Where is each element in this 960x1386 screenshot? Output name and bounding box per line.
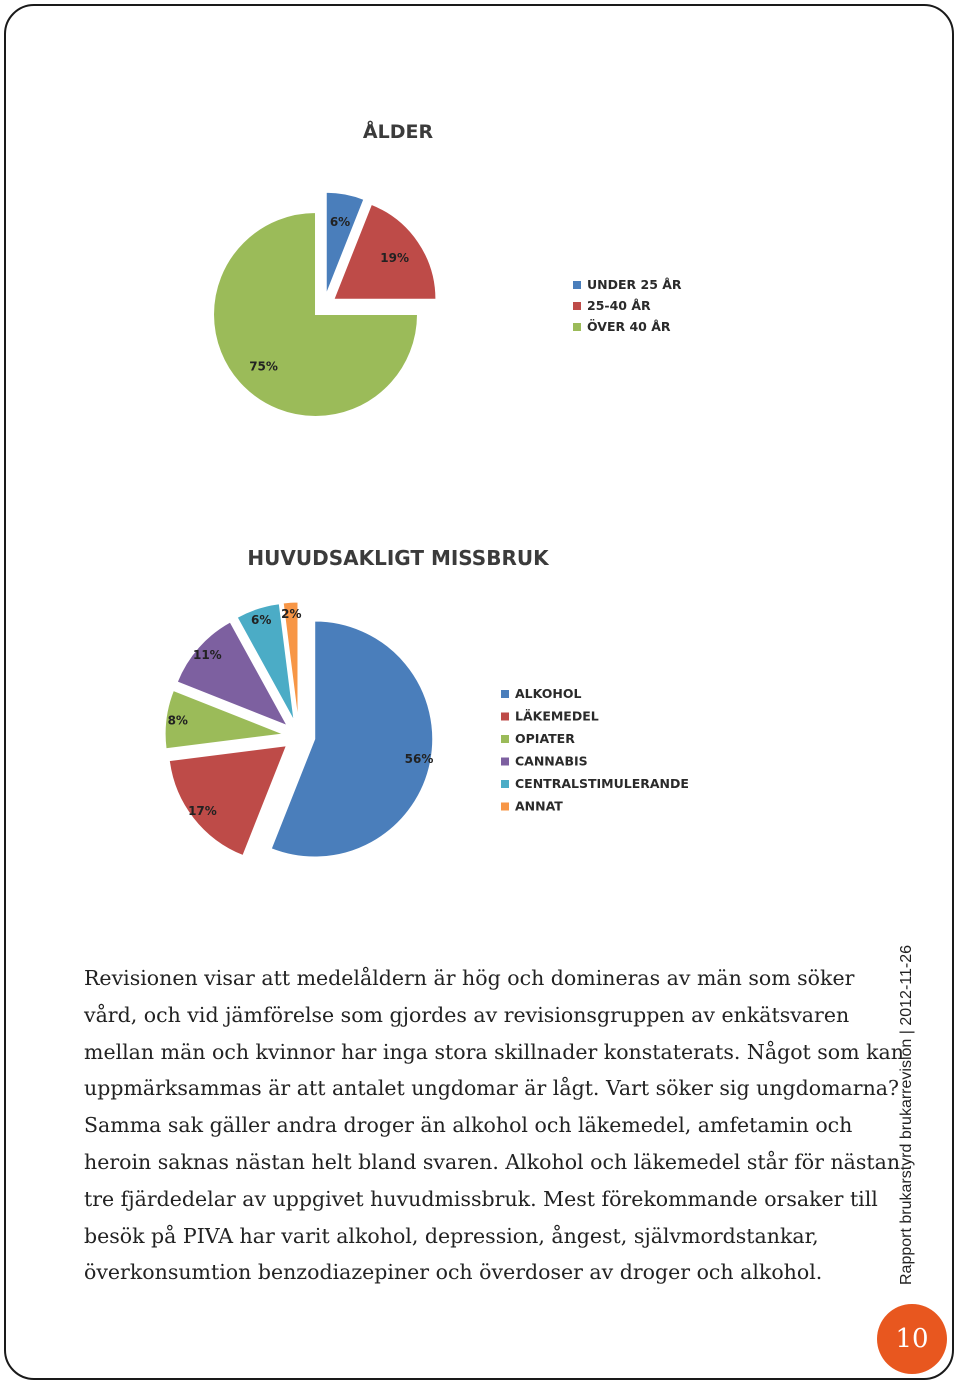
data-label-opiater: 8% xyxy=(167,713,188,728)
chart-legend xyxy=(573,277,682,334)
body-paragraph xyxy=(84,960,904,1291)
legend-swatch-annat xyxy=(501,803,509,811)
pie-slices xyxy=(165,602,433,857)
abuse-pie-chart xyxy=(0,535,960,865)
data-label-cannabis: 11% xyxy=(192,648,222,663)
legend-swatch-25-40-ar xyxy=(573,302,581,310)
legend-label-alkohol: ALKOHOL xyxy=(515,686,582,701)
legend-label-centralstimulerande: CENTRALSTIMULERANDE xyxy=(515,776,689,791)
data-label-centralstimulerande: 6% xyxy=(251,612,272,627)
chart-title: HUVUDSAKLIGT MISSBRUK xyxy=(247,546,549,570)
pie-slice-lakemedel xyxy=(169,746,286,856)
data-label-alkohol: 56% xyxy=(404,751,434,766)
page-number-badge: 10 xyxy=(877,1304,947,1374)
legend-swatch-under-25-ar xyxy=(573,281,581,289)
paragraph-line: heroin saknas nästan helt bland svaren. Alkohol och läkemedel står för nästan xyxy=(84,1149,901,1174)
chart-legend xyxy=(501,686,689,814)
paragraph-line: Samma sak gäller andra droger än alkohol och läkemedel, amfetamin och xyxy=(84,1113,853,1138)
data-label-lakemedel: 17% xyxy=(188,803,217,818)
running-footer: Rapport brukarstyrd brukarrevision | 2012-11-26 xyxy=(898,944,915,1285)
legend-swatch-over-40-ar xyxy=(573,323,581,331)
legend-label-under-25-ar: UNDER 25 ÅR xyxy=(587,277,682,292)
paragraph-line: vård, och vid jämförelse som gjordes av revisionsgruppen av enkätsvaren xyxy=(84,1002,850,1027)
age-pie-chart xyxy=(0,100,960,430)
paragraph-line: Revisionen visar att medelåldern är hög och domineras av män som söker xyxy=(84,966,855,990)
legend-label-over-40-ar: ÖVER 40 ÅR xyxy=(587,319,671,334)
legend-label-annat: ANNAT xyxy=(515,798,563,814)
pie-slices xyxy=(214,192,436,416)
paragraph-line: uppmärksammas är att antalet ungdomar är lågt. Vart söker sig ungdomarna? xyxy=(84,1076,899,1101)
legend-label-lakemedel: LÄKEMEDEL xyxy=(515,708,599,724)
paragraph-line: mellan män och kvinnor har inga stora skillnader konstaterats. Något som kan xyxy=(84,1039,904,1064)
legend-swatch-alkohol xyxy=(501,690,509,698)
chart-title: ÅLDER xyxy=(362,121,434,143)
legend-swatch-lakemedel xyxy=(501,713,509,721)
legend-label-cannabis: CANNABIS xyxy=(515,753,588,769)
legend-label-25-40-ar: 25-40 ÅR xyxy=(587,298,651,313)
data-label-25-40-ar: 19% xyxy=(380,250,410,265)
paragraph-line: tre fjärdedelar av uppgivet huvudmissbruk. Mest förekommande orsaker till xyxy=(84,1186,878,1211)
data-label-over-40-ar: 75% xyxy=(249,359,278,374)
paragraph-line: besök på PIVA har varit alkohol, depression, ångest, självmordstankar, xyxy=(84,1223,819,1248)
data-label-under-25-ar: 6% xyxy=(329,215,351,230)
legend-swatch-centralstimulerande xyxy=(501,780,509,788)
legend-swatch-opiater xyxy=(501,735,509,743)
legend-swatch-cannabis xyxy=(501,758,509,766)
paragraph-line: överkonsumtion benzodiazepiner och överdoser av droger och alkohol. xyxy=(84,1260,823,1285)
legend-label-opiater: OPIATER xyxy=(515,731,575,746)
data-label-annat: 2% xyxy=(281,607,302,622)
